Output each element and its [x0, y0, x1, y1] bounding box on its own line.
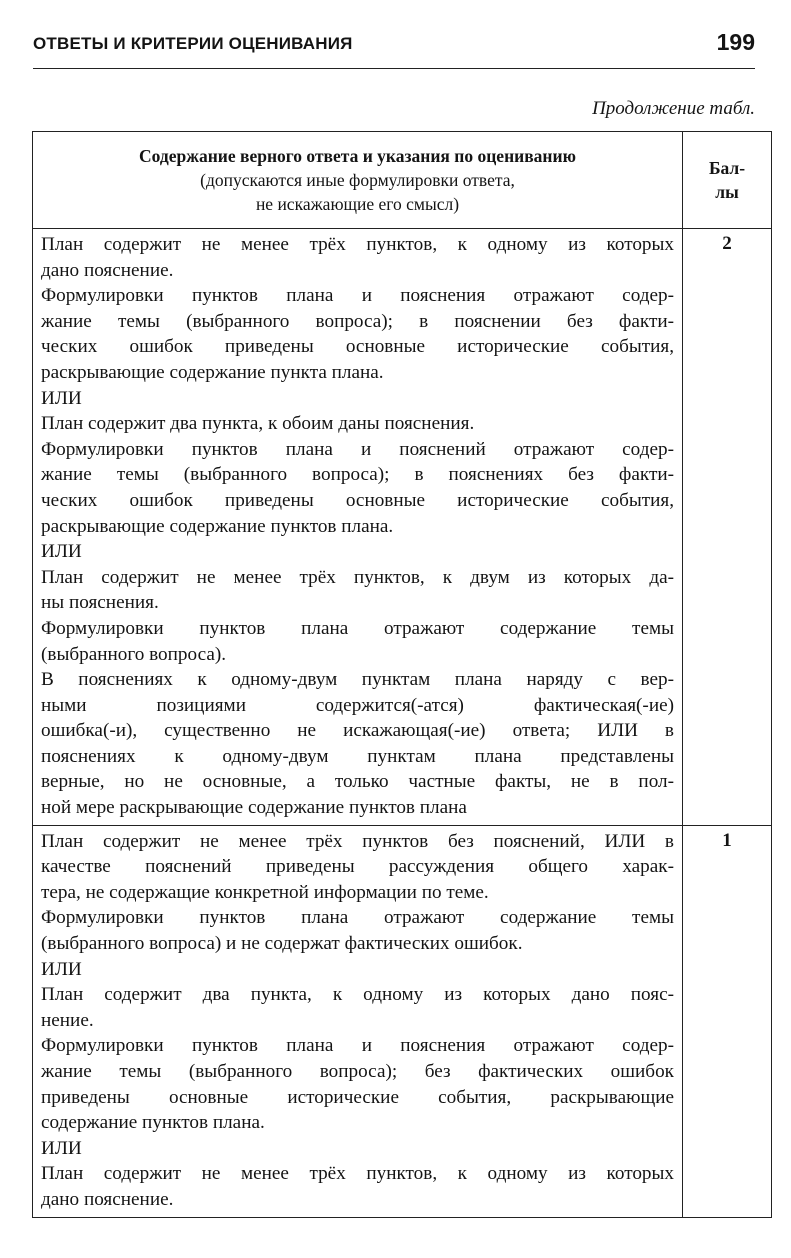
criteria-line: ИЛИ	[41, 958, 82, 980]
criteria-line: содержание пунктов плана.	[41, 1112, 265, 1134]
content-column-note-line: не искажающие его смысл)	[255, 194, 460, 214]
running-head: ОТВЕТЫ И КРИТЕРИИ ОЦЕНИВАНИЯ	[33, 34, 353, 53]
page-number: 199	[716, 29, 755, 55]
criteria-line: тера, не содержащие конкретной информации по теме.	[41, 881, 489, 903]
criteria-line: План содержит не менее трёх пунктов без пояснений, ИЛИ в	[41, 830, 674, 852]
criteria-line: жание темы (выбранного вопроса); в пояснениях без факти-	[41, 464, 674, 486]
criteria-line: Формулировки пунктов плана отражают содержание темы	[41, 907, 674, 929]
criteria-line: качестве пояснений приведены рассуждения общего харак-	[41, 856, 674, 878]
criteria-line: нение.	[41, 1009, 94, 1031]
criteria-line: План содержит два пункта, к одному из которых дано пояс-	[41, 984, 674, 1006]
grading-criteria-table	[32, 131, 772, 1218]
criteria-line: ИЛИ	[41, 541, 82, 563]
criteria-cell	[33, 229, 683, 826]
points-cell: 1	[683, 825, 772, 1217]
table-row	[33, 229, 772, 826]
criteria-line: ИЛИ	[41, 1137, 82, 1159]
criteria-line: В пояснениях к одному-двум пунктам плана наряду с вер-	[41, 669, 674, 691]
criteria-line: раскрывающие содержание пунктов плана.	[41, 515, 394, 537]
criteria-cell	[33, 825, 683, 1217]
criteria-line: План содержит не менее трёх пунктов, к одному из которых	[41, 1163, 674, 1185]
criteria-line: План содержит не менее трёх пунктов, к одному из которых	[41, 234, 674, 255]
points-cell: 2	[683, 229, 772, 826]
page-header	[33, 26, 755, 69]
criteria-line: Формулировки пунктов плана отражают содержание темы	[41, 617, 674, 639]
criteria-line: ческих ошибок приведены основные исторические события,	[41, 489, 674, 511]
criteria-line: (выбранного вопроса) и не содержат фактических ошибок.	[41, 933, 523, 955]
criteria-line: жание темы (выбранного вопроса); в пояснении без факти-	[41, 310, 674, 332]
criteria-line: раскрывающие содержание пункта плана.	[41, 361, 384, 383]
table-row	[33, 825, 772, 1217]
criteria-line: ны пояснения.	[41, 592, 159, 614]
points-column-header	[683, 132, 772, 229]
content-column-title: Содержание верного ответа и указания по оцениванию	[139, 146, 576, 166]
table-continuation-label: Продолжение табл.	[592, 98, 755, 119]
criteria-line: ческих ошибок приведены основные исторические события,	[41, 336, 674, 358]
criteria-line: дано пояснение.	[41, 1188, 174, 1210]
criteria-line: пояснениях к одному-двум пунктам плана представлены	[41, 745, 674, 767]
criteria-line: ИЛИ	[41, 387, 82, 409]
criteria-line: Формулировки пунктов плана и пояснений отражают содер-	[41, 438, 674, 460]
points-header-line: лы	[715, 182, 739, 202]
criteria-line: (выбранного вопроса).	[41, 643, 227, 665]
content-column-header	[33, 132, 683, 229]
criteria-line: План содержит не менее трёх пунктов, к двум из которых да-	[41, 566, 674, 588]
criteria-line: ошибка(-и), существенно не искажающая(-ие) ответа; ИЛИ в	[41, 720, 674, 742]
criteria-line: Формулировки пунктов плана и пояснения отражают содер-	[41, 285, 674, 307]
criteria-line: План содержит два пункта, к обоим даны пояснения.	[41, 413, 475, 435]
criteria-line: ными позициями содержится(-атся) фактическая(-ие)	[41, 694, 674, 716]
criteria-line: дано пояснение.	[41, 259, 174, 281]
table-header-row	[33, 132, 772, 229]
criteria-line: Формулировки пунктов плана и пояснения отражают содер-	[41, 1035, 674, 1057]
criteria-line: приведены основные исторические события, раскрывающие	[41, 1086, 674, 1108]
points-header-line: Бал-	[708, 158, 746, 178]
criteria-line: верные, но не основные, а только частные факты, не в пол-	[41, 771, 674, 793]
content-column-note-line: (допускаются иные формулировки ответа,	[200, 170, 515, 190]
criteria-line: жание темы (выбранного вопроса); без фактических ошибок	[41, 1061, 674, 1082]
criteria-line: ной мере раскрывающие содержание пунктов плана	[41, 797, 467, 819]
